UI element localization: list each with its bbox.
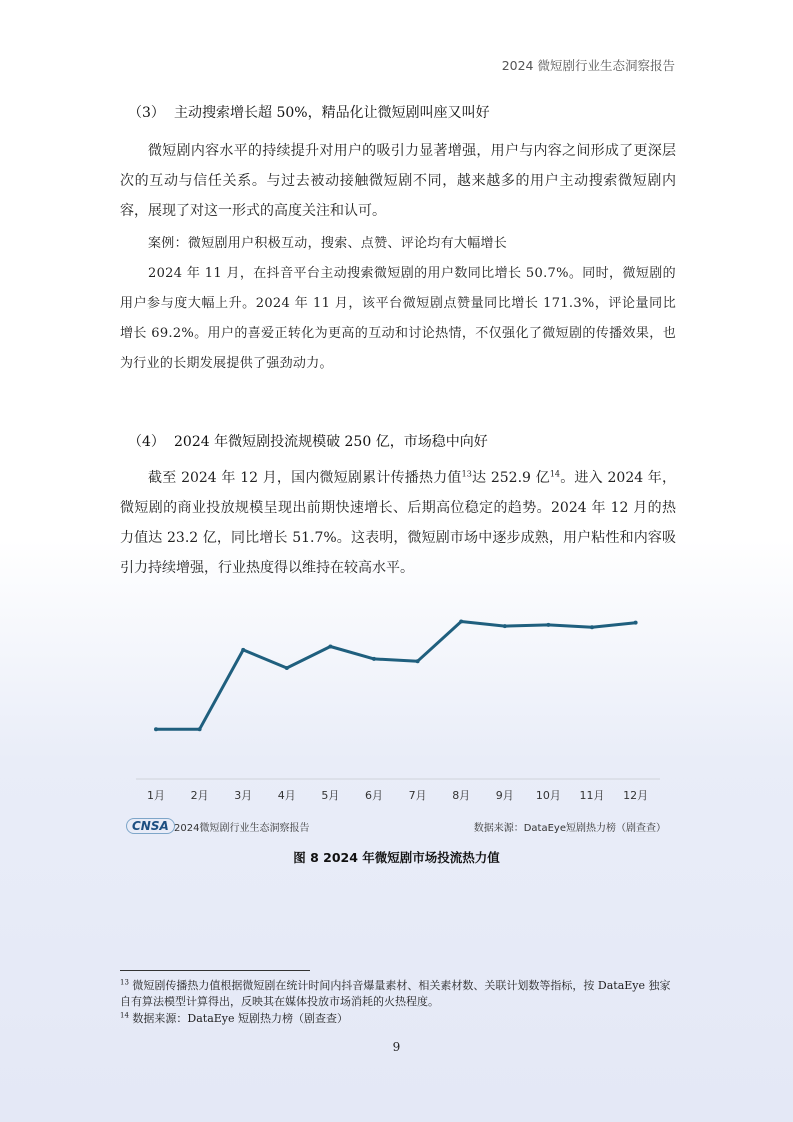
section-4-number: （4） — [128, 434, 165, 450]
footnote-ref-13[interactable]: 13 — [461, 469, 472, 479]
section-3-paragraph: 微短剧内容水平的持续提升对用户的吸引力显著增强，用户与内容之间形成了更深层次的互动与信任关系。与过去被动接触微短剧不同，越来越多的用户主动搜索微短剧内容，展现了对这一形式的高度关注和认可。 — [120, 143, 676, 219]
figure-caption: 图 8 2024 年微短剧市场投流热力值 — [293, 850, 500, 865]
section-4-text-b: 达 252.9 亿 — [471, 470, 550, 486]
section-4-paragraph — [120, 463, 676, 583]
footnote-13-number: 13 — [120, 978, 129, 987]
data-point-12 — [634, 621, 638, 625]
x-tick-label-8: 8月 — [452, 789, 471, 802]
section-4-text-a: 截至 2024 年 12 月，国内微短剧累计传播热力值 — [148, 470, 462, 486]
x-tick-label-4: 4月 — [277, 789, 296, 802]
heat-value-line-chart — [120, 600, 680, 840]
data-point-10 — [546, 623, 550, 627]
series-line — [156, 622, 636, 730]
x-tick-label-5: 5月 — [321, 789, 340, 802]
data-point-3 — [241, 648, 245, 652]
chart-svg — [120, 600, 680, 810]
x-tick-label-11: 11月 — [579, 789, 605, 802]
section-4-title: 2024 年微短剧投流规模破 250 亿，市场稳中向好 — [174, 434, 488, 450]
data-point-2 — [198, 727, 202, 731]
case-text: 2024 年 11 月，在抖音平台主动搜索微短剧的用户数同比增长 50.7%。同时，微短剧的用户参与度大幅上升。2024 年 11 月，该平台微短剧点赞量同比增长 171.3%，评论量同比增长 69.2%。用户的喜爱正转化为更高的互动和讨论热情，不仅强化了微短剧的传播效果，也为行业的长期发展提供了强劲动力。 — [120, 266, 676, 371]
footnote-divider — [120, 970, 310, 971]
case-label: 案例：微短剧用户积极互动，搜索、点赞、评论均有大幅增长 — [148, 236, 508, 251]
footnote-14-number: 14 — [120, 1011, 129, 1020]
x-tick-label-12: 12月 — [623, 789, 649, 802]
section-3-number: （3） — [128, 105, 165, 121]
footnote-14 — [120, 1011, 676, 1027]
x-tick-label-2: 2月 — [190, 789, 209, 802]
data-point-6 — [372, 657, 376, 661]
section-4-heading — [128, 431, 488, 451]
data-point-4 — [285, 666, 289, 670]
x-tick-label-6: 6月 — [365, 789, 383, 802]
data-point-1 — [154, 727, 158, 731]
data-point-7 — [416, 659, 420, 663]
footnote-13-text: 微短剧传播热力值根据微短剧在统计时间内抖音爆量素材、相关素材数、关联计划数等指标，按 DataEye 独家自有算法模型计算得出，反映其在媒体投放市场消耗的火热程度。 — [120, 979, 671, 1008]
chart-footer — [126, 818, 666, 836]
data-point-9 — [503, 624, 507, 628]
x-tick-label-1: 1月 — [147, 789, 165, 802]
report-header-title: 2024 微短剧行业生态洞察报告 — [501, 58, 675, 73]
section-3-title: 主动搜索增长超 50%，精品化让微短剧叫座又叫好 — [174, 105, 490, 121]
data-point-5 — [328, 644, 332, 648]
data-point-8 — [459, 620, 463, 624]
section-4-text-c: 。进入 2024 年，微短剧的商业投放规模呈现出前期快速增长、后期高位稳定的趋势。2024 年 12 月的热力值达 23.2 亿，同比增长 51.7%。这表明，微短剧市场中逐步成熟，用户粘性和内容吸引力持续增强，行业热度得以维持在较高水平。 — [120, 470, 676, 576]
cnsa-logo: CNSA — [126, 818, 175, 834]
data-point-11 — [590, 625, 594, 629]
x-tick-label-9: 9月 — [495, 789, 514, 802]
x-tick-label-7: 7月 — [408, 789, 427, 802]
x-tick-label-3: 3月 — [234, 789, 253, 802]
chart-footer-report: 2024微短剧行业生态洞察报告 — [174, 823, 310, 834]
chart-footer-source: 数据来源：DataEye短剧热力榜（剧查查） — [473, 823, 666, 834]
footnote-ref-14[interactable]: 14 — [549, 469, 561, 479]
page-number: 9 — [392, 1040, 401, 1054]
section-3-heading — [128, 102, 490, 122]
footnote-13 — [120, 978, 676, 1010]
footnote-14-text: 数据来源：DataEye 短剧热力榜（剧查查） — [132, 1012, 349, 1025]
x-tick-label-10: 10月 — [535, 789, 561, 802]
